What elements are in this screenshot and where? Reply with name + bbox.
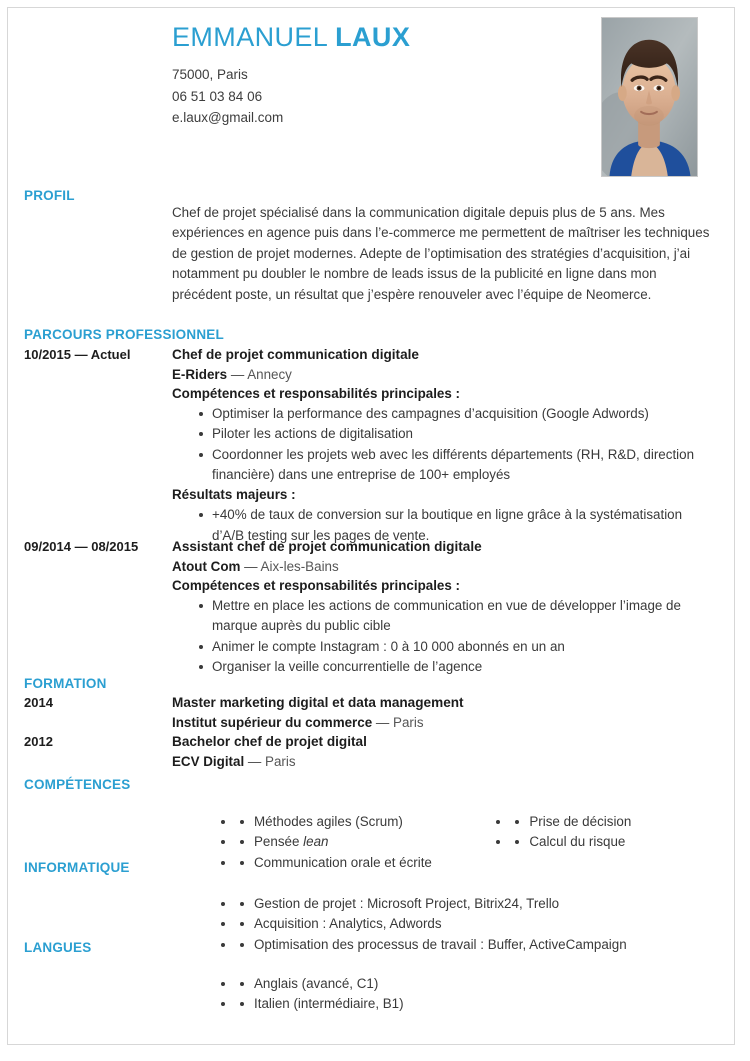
bullet-icon bbox=[199, 645, 203, 649]
portrait-photo-image bbox=[602, 18, 697, 176]
list-item bbox=[236, 974, 750, 994]
list-item-label: Calcul du risque bbox=[529, 834, 626, 850]
list-item-label: Anglais (avancé, C1) bbox=[254, 976, 379, 991]
list-item bbox=[172, 424, 717, 444]
bullet-icon bbox=[240, 982, 244, 986]
list-item-label: Organiser la veille concurrentielle de l’agence bbox=[212, 659, 483, 675]
education-entry bbox=[172, 693, 717, 732]
bullet-icon bbox=[240, 820, 244, 824]
contact-address: 75000, Paris bbox=[172, 67, 248, 82]
job-dates: 09/2014 — 08/2015 bbox=[24, 539, 139, 554]
list-item-emphasis: lean bbox=[303, 834, 329, 850]
competences-column-left bbox=[196, 812, 471, 873]
profil-text: Chef de projet spécialisé dans la communication digitale depuis plus de 5 ans. Mes expériences en agence puis dans l’e-commerce me permettent de maîtriser les techniques de gestion de projet modernes. Adepte de l’optimisation des stratégies d’acquisition, j’ai notamment pu doubler le nombre de leads issus de la publicité en ligne dans mon précédent poste, un résultat que j’espère renouveler avec l’équipe de Neomerce. bbox=[172, 205, 710, 302]
list-item-label: Optimiser la performance des campagnes d’acquisition (Google Adwords) bbox=[212, 405, 649, 421]
education-separator: — bbox=[247, 753, 262, 769]
bullet-icon bbox=[240, 922, 244, 926]
list-item-label: Communication orale et écrite bbox=[254, 854, 432, 870]
section-title-parcours: PARCOURS PROFESSIONNEL bbox=[24, 327, 224, 342]
education-year: 2014 bbox=[24, 695, 53, 710]
education-school-line bbox=[172, 752, 717, 772]
section-title-formation: FORMATION bbox=[24, 676, 107, 691]
list-item-label: Gestion de projet : Microsoft Project, Bitrix24, Trello bbox=[254, 896, 560, 911]
list-item-label: Coordonner les projets web avec les différents départements (RH, R&D, direction financière) dans une entreprise de 100+ employés bbox=[212, 446, 695, 483]
list-item-label: Prise de décision bbox=[529, 814, 632, 829]
list-item bbox=[236, 853, 471, 873]
list-item bbox=[236, 935, 750, 955]
list-item-label: Méthodes agiles (Scrum) bbox=[254, 814, 403, 829]
list-item bbox=[236, 894, 750, 914]
education-degree: Bachelor chef de projet digital bbox=[172, 734, 367, 749]
bullet-icon bbox=[240, 861, 244, 865]
job-skills-heading: Compétences et responsabilités principales : bbox=[172, 578, 460, 593]
education-location: Paris bbox=[265, 753, 296, 769]
list-item-label: Italien (intermédiaire, B1) bbox=[254, 996, 404, 1012]
job-dates: 10/2015 — Actuel bbox=[24, 347, 131, 362]
list-item-label: Piloter les actions de digitalisation bbox=[212, 426, 413, 442]
last-name: LAUX bbox=[335, 22, 411, 52]
section-title-informatique: INFORMATIQUE bbox=[24, 860, 130, 875]
candidate-name bbox=[172, 22, 410, 53]
bullet-icon bbox=[240, 902, 244, 906]
job-separator: — bbox=[230, 366, 245, 382]
list-item bbox=[511, 812, 716, 832]
job-skills-heading: Compétences et responsabilités principales : bbox=[172, 386, 460, 401]
job-results-heading: Résultats majeurs : bbox=[172, 487, 296, 503]
bullet-icon bbox=[199, 412, 203, 416]
list-item bbox=[236, 994, 750, 1014]
langues-list bbox=[196, 974, 750, 1015]
job-entry bbox=[172, 537, 717, 677]
list-item bbox=[236, 812, 471, 832]
job-company-line bbox=[172, 365, 717, 385]
contact-block bbox=[172, 64, 283, 129]
first-name: EMMANUEL bbox=[172, 22, 328, 52]
job-title: Chef de projet communication digitale bbox=[172, 347, 419, 362]
list-item bbox=[236, 832, 471, 852]
job-skills-list bbox=[172, 404, 717, 486]
education-school-line bbox=[172, 713, 717, 733]
education-separator: — bbox=[375, 714, 390, 730]
bullet-icon bbox=[515, 840, 519, 844]
bullet-icon bbox=[240, 1002, 244, 1006]
bullet-icon bbox=[199, 453, 203, 457]
job-skills-list bbox=[172, 596, 717, 678]
bullet-icon bbox=[199, 665, 203, 669]
portrait-photo bbox=[601, 17, 698, 177]
list-item-label bbox=[254, 834, 328, 849]
bullet-icon bbox=[240, 943, 244, 947]
list-item-label: Optimisation des processus de travail : Buffer, ActiveCampaign bbox=[254, 936, 627, 952]
competences-column-right bbox=[471, 812, 716, 873]
list-item bbox=[172, 637, 717, 657]
list-item bbox=[172, 657, 717, 677]
section-title-competences: COMPÉTENCES bbox=[24, 777, 131, 792]
education-school: ECV Digital bbox=[172, 753, 245, 769]
job-separator: — bbox=[244, 558, 258, 574]
list-item-label: Acquisition : Analytics, Adwords bbox=[254, 916, 442, 932]
list-item-label: +40% de taux de conversion sur la boutique en ligne grâce à la systématisation d’A/B testing sur les pages de vente. bbox=[212, 507, 683, 543]
bullet-icon bbox=[515, 820, 519, 824]
section-title-profil: PROFIL bbox=[24, 188, 75, 203]
contact-phone: 06 51 03 84 06 bbox=[172, 88, 263, 104]
job-company-line bbox=[172, 557, 717, 577]
job-company: Atout Com bbox=[172, 558, 241, 574]
list-item bbox=[236, 914, 750, 934]
list-item bbox=[172, 445, 717, 486]
education-degree: Master marketing digital et data management bbox=[172, 695, 464, 710]
section-title-langues: LANGUES bbox=[24, 940, 92, 955]
list-item-label: Animer le compte Instagram : 0 à 10 000 abonnés en un an bbox=[212, 638, 565, 654]
bullet-icon bbox=[199, 432, 203, 436]
job-title: Assistant chef de projet communication digitale bbox=[172, 539, 482, 554]
list-item-prefix: Pensée bbox=[254, 834, 304, 850]
job-entry bbox=[172, 345, 717, 546]
informatique-list bbox=[196, 894, 750, 955]
job-company: E-Riders bbox=[172, 366, 228, 382]
bullet-icon bbox=[199, 513, 203, 517]
education-location: Paris bbox=[393, 714, 424, 730]
job-location: Annecy bbox=[247, 366, 292, 382]
education-school: Institut supérieur du commerce bbox=[172, 714, 373, 730]
list-item bbox=[511, 832, 716, 852]
education-year: 2012 bbox=[24, 734, 53, 749]
list-item bbox=[172, 404, 717, 424]
bullet-icon bbox=[199, 604, 203, 608]
job-location: Aix-les-Bains bbox=[260, 558, 339, 574]
contact-email: e.laux@gmail.com bbox=[172, 110, 284, 125]
bullet-icon bbox=[240, 840, 244, 844]
list-item bbox=[172, 596, 717, 637]
competences-grid bbox=[196, 796, 716, 889]
list-item-label: Mettre en place les actions de communication en vue de développer l’image de marque auprès du public cible bbox=[212, 597, 681, 634]
education-entry bbox=[172, 732, 717, 771]
cv-header bbox=[0, 0, 750, 182]
